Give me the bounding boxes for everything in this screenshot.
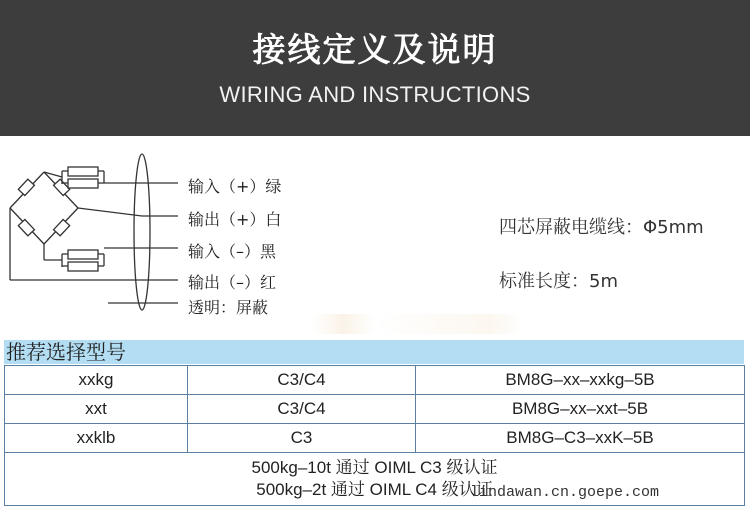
page-title: 接线定义及说明 <box>252 30 498 69</box>
wire-label-output-minus: 输出（–）红 <box>188 273 277 292</box>
table-row <box>5 424 745 453</box>
length-spec: 标准长度：5m <box>499 271 618 292</box>
accuracy-cell: C3/C4 <box>188 366 416 395</box>
wiring-diagram <box>0 150 330 325</box>
certification-c3: 500kg–10t 通过 OIML C3 级认证 <box>251 458 498 477</box>
site-watermark: lindawan.cn.goepe.com <box>470 484 660 501</box>
accuracy-cell: C3/C4 <box>188 395 416 424</box>
capacity-cell: xxklb <box>5 424 188 453</box>
model-cell: BM8G–xx–xxt–5B <box>416 395 745 424</box>
background-smudge <box>312 314 522 334</box>
model-cell: BM8G–C3–xxK–5B <box>416 424 745 453</box>
wire-label-input-plus: 输入（+）绿 <box>188 177 282 196</box>
accuracy-cell: C3 <box>188 424 416 453</box>
capacity-cell: xxt <box>5 395 188 424</box>
page-header <box>0 0 750 136</box>
capacity-cell: xxkg <box>5 366 188 395</box>
certification-c4: 500kg–2t 通过 OIML C4 级认证 <box>256 480 493 499</box>
selection-heading: 推荐选择型号 <box>4 340 744 364</box>
table-row <box>5 395 745 424</box>
model-cell: BM8G–xx–xxkg–5B <box>416 366 745 395</box>
table-row <box>5 366 745 395</box>
cable-spec: 四芯屏蔽电缆线：Φ5mm <box>499 217 704 238</box>
wire-label-output-plus: 输出（+）白 <box>188 210 282 229</box>
page-subtitle: WIRING AND INSTRUCTIONS <box>219 82 531 107</box>
wire-label-shield: 透明：屏蔽 <box>188 298 269 317</box>
wire-label-input-minus: 输入（–）黑 <box>188 242 277 261</box>
